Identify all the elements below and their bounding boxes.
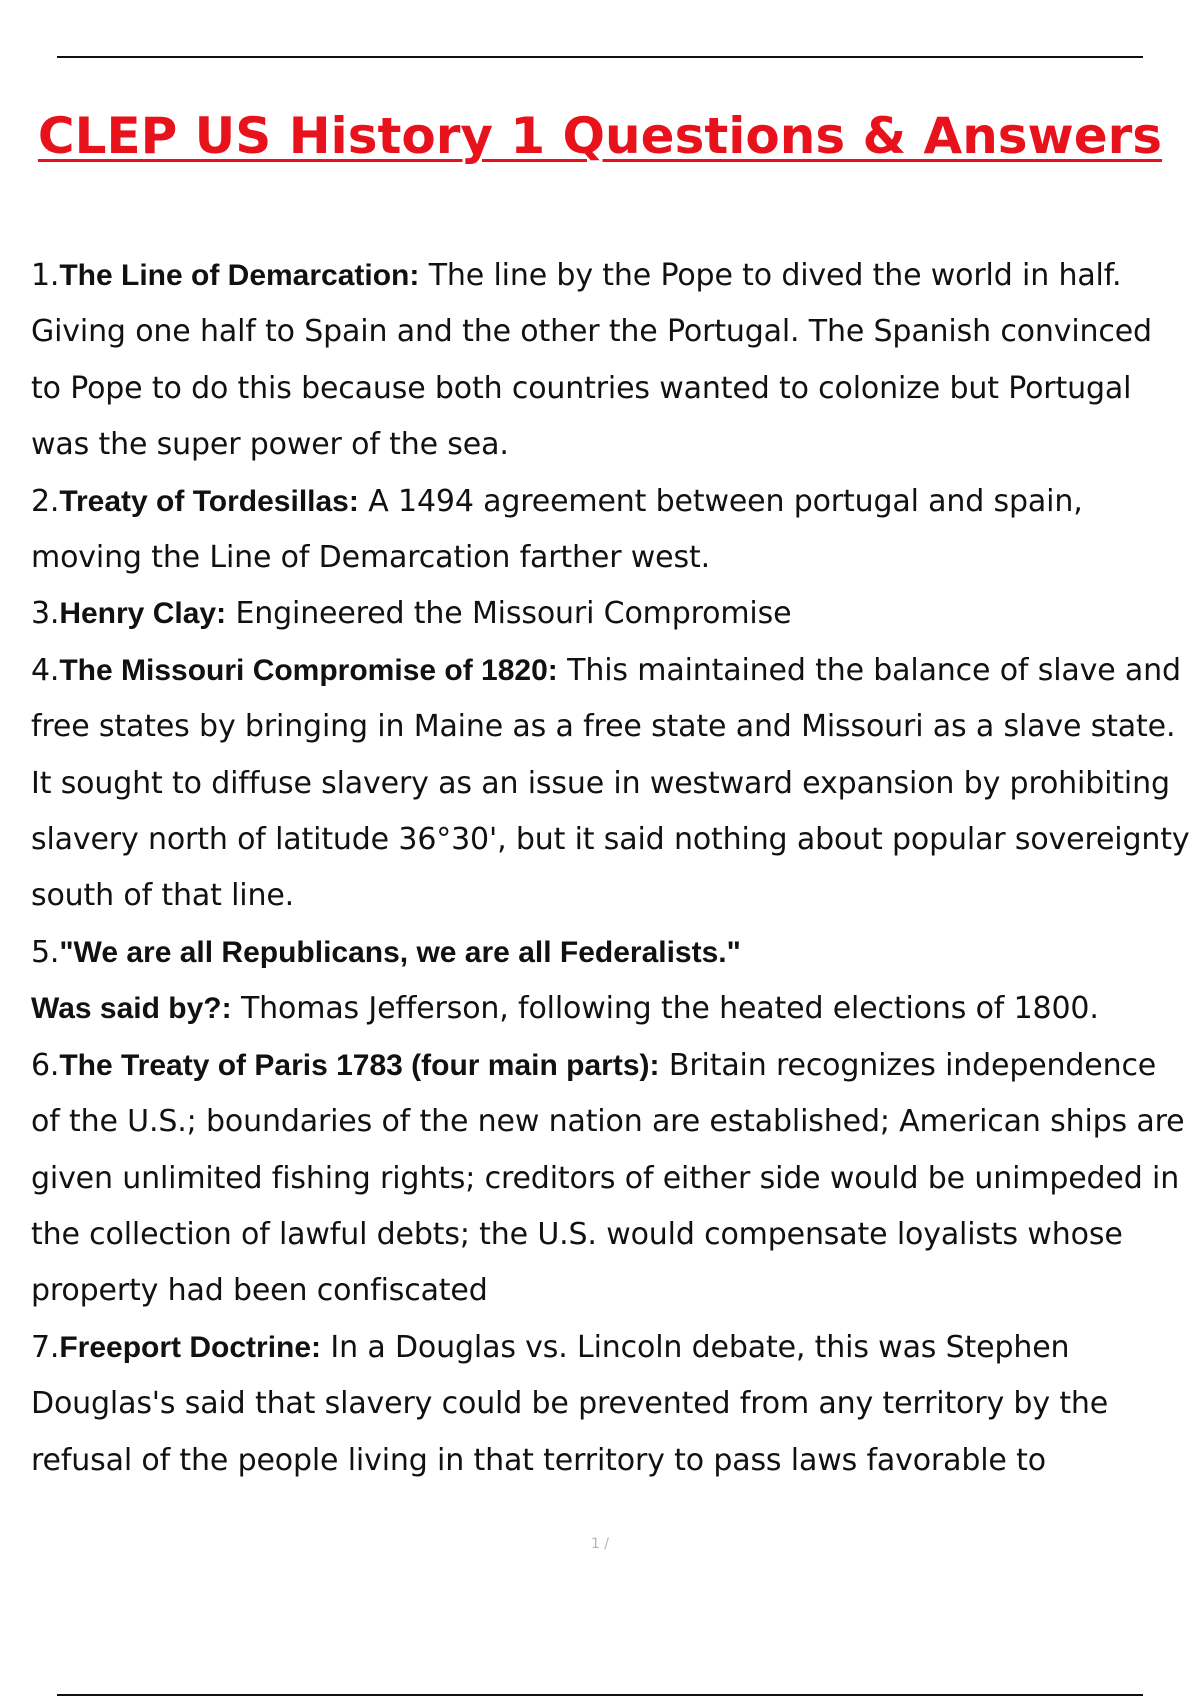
qa-entry-3 (31, 586, 1191, 642)
entry-number: 2. (31, 483, 60, 519)
bottom-rule (57, 1694, 1143, 1696)
entry-definition: Britain recognizes independence of the U.S.; boundaries of the new nation are established; American ships are given unlimited fishing rights; creditors of either side would be unimpeded in the collection of lawful debts; the U.S. would compensate loyalists whose property had been confiscated (31, 1047, 1185, 1309)
qa-list (31, 248, 1191, 1489)
entry-term: Freeport Doctrine: (59, 1330, 322, 1364)
entry-term-continuation: Was said by?: (31, 992, 232, 1026)
entry-definition: This maintained the balance of slave and free states by bringing in Maine as a free state and Missouri as a slave state. It sought to diffuse slavery as an issue in westward expansion by prohibiting slavery north of latitude 36°30', but it said nothing about popular sovereignty south of that line. (31, 652, 1190, 914)
entry-term: "We are all Republicans, we are all Federalists." (59, 935, 741, 969)
entry-term: The Treaty of Paris 1783 (four main parts): (59, 1048, 660, 1082)
qa-entry-5-answer (31, 981, 1191, 1037)
entry-definition: In a Douglas vs. Lincoln debate, this was Stephen Douglas's said that slavery could be prevented from any territory by the refusal of the people living in that territory to pass laws favorable to (31, 1329, 1109, 1478)
entry-number: 4. (31, 652, 60, 688)
qa-entry-2 (31, 474, 1191, 587)
entry-definition: A 1494 agreement between portugal and spain, moving the Line of Demarcation farther west. (31, 483, 1083, 576)
entry-number: 5. (31, 934, 60, 970)
entry-number: 6. (31, 1047, 60, 1083)
qa-entry-5 (31, 925, 1191, 981)
entry-number: 3. (31, 596, 60, 632)
entry-number: 7. (31, 1329, 60, 1365)
entry-number: 1. (31, 258, 60, 293)
qa-entry-4 (31, 643, 1191, 925)
qa-entry-6 (31, 1038, 1191, 1320)
entry-definition: Engineered the Missouri Compromise (226, 596, 792, 632)
entry-term: The Missouri Compromise of 1820: (59, 653, 558, 687)
document-title: CLEP US History 1 Questions & Answers (37, 107, 1163, 165)
top-rule (57, 56, 1143, 58)
page-indicator: 1 / (590, 1536, 610, 1552)
entry-term: The Line of Demarcation: (59, 259, 420, 292)
entry-definition: The line by the Pope to dived the world in half. Giving one half to Spain and the other the Portugal. The Spanish convinced to Pope to do this because both countries wanted to colonize but Portugal was the super power of the sea. (31, 258, 1152, 463)
entry-definition: Thomas Jefferson, following the heated elections of 1800. (231, 991, 1099, 1027)
qa-entry-1 (31, 248, 1191, 474)
qa-entry-7 (31, 1320, 1191, 1489)
entry-term: Henry Clay: (59, 597, 227, 631)
entry-term: Treaty of Tordesillas: (59, 484, 359, 518)
